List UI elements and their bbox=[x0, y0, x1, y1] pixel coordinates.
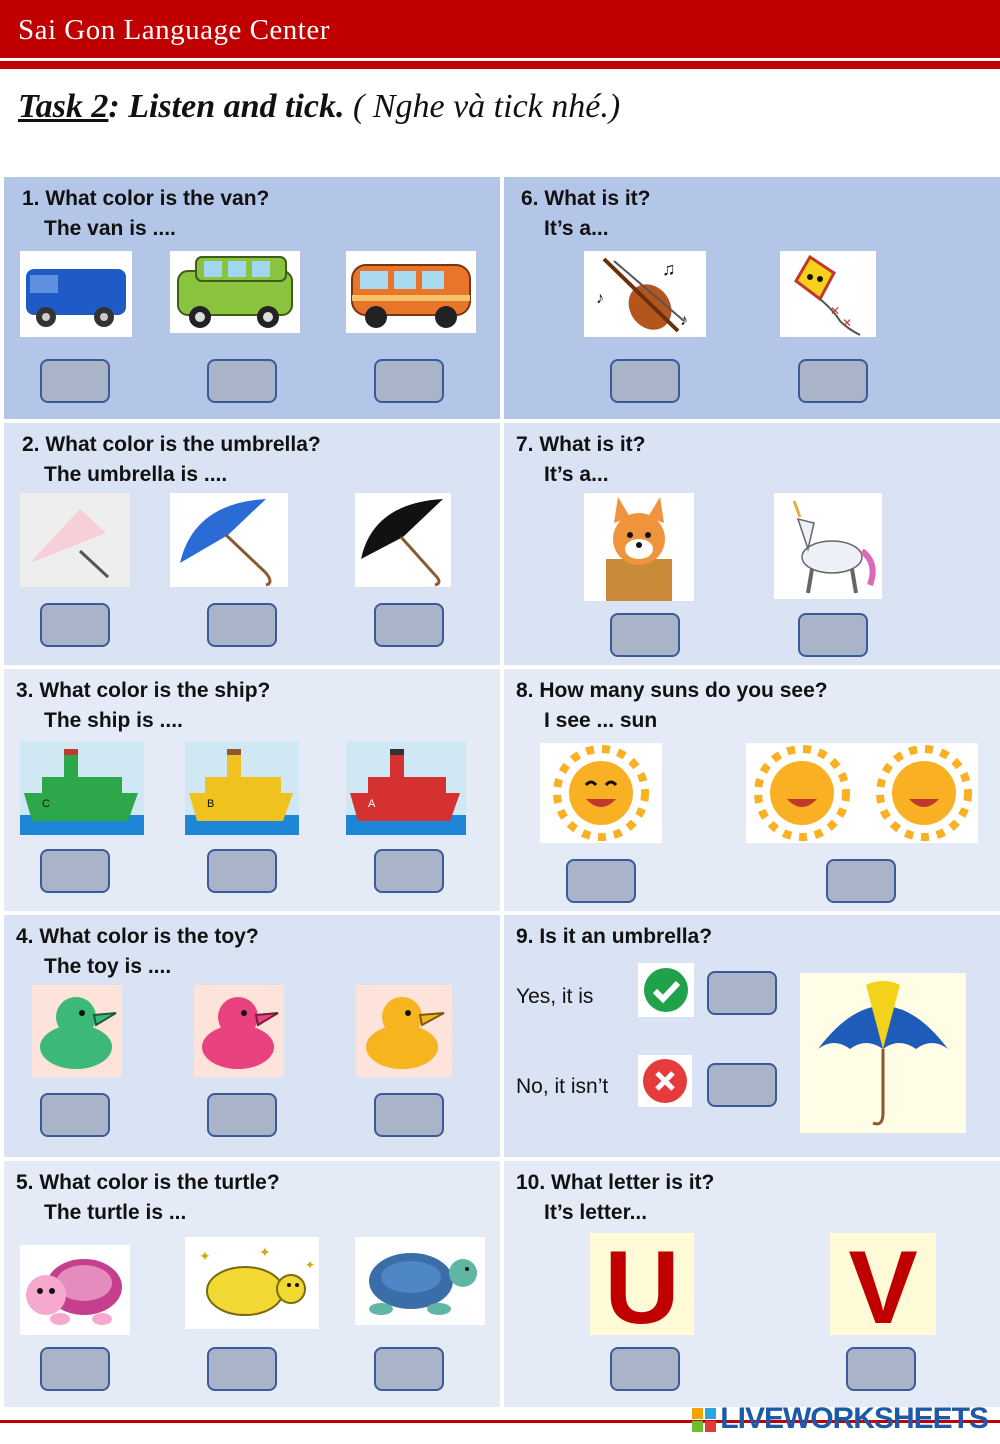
question-1-text: 1. What color is the van? bbox=[22, 187, 270, 210]
answer-box-1a[interactable] bbox=[40, 359, 110, 403]
header-title: Sai Gon Language Center bbox=[18, 14, 330, 46]
task-label: Task 2 bbox=[18, 88, 109, 125]
task-instruction: : Listen and tick. bbox=[108, 88, 345, 125]
question-5-text: 5. What color is the turtle? bbox=[16, 1171, 280, 1194]
green-duck-image bbox=[32, 985, 122, 1077]
question-2-text: 2. What color is the umbrella? bbox=[22, 433, 321, 456]
answer-box-2a[interactable] bbox=[40, 603, 110, 647]
kite-image bbox=[780, 251, 876, 337]
question-5-answer: The turtle is ... bbox=[44, 1201, 187, 1224]
answer-box-10a[interactable] bbox=[610, 1347, 680, 1391]
question-8 bbox=[504, 669, 1000, 911]
yes-option-label: Yes, it is bbox=[516, 985, 594, 1008]
question-7 bbox=[504, 423, 1000, 665]
no-option-label: No, it isn’t bbox=[516, 1075, 609, 1098]
task-title bbox=[18, 88, 620, 126]
pink-umbrella-image bbox=[20, 493, 130, 587]
letter-v: V bbox=[848, 1233, 918, 1335]
question-4-text: 4. What color is the toy? bbox=[16, 925, 259, 948]
question-7-answer: It’s a... bbox=[544, 463, 609, 486]
answer-box-1c[interactable] bbox=[374, 359, 444, 403]
pink-turtle-image bbox=[20, 1245, 130, 1335]
question-9 bbox=[504, 915, 1000, 1157]
liveworksheets-brand[interactable]: LIVEWORKSHEETS bbox=[720, 1402, 988, 1435]
black-umbrella-image bbox=[355, 493, 451, 587]
svg-text:♪: ♪ bbox=[680, 312, 688, 329]
question-4 bbox=[4, 915, 500, 1157]
answer-box-3c[interactable] bbox=[374, 849, 444, 893]
yellow-ship-image bbox=[185, 741, 299, 835]
question-1-answer: The van is .... bbox=[44, 217, 176, 240]
question-10-answer: It’s letter... bbox=[544, 1201, 648, 1224]
question-10 bbox=[504, 1161, 1000, 1407]
question-2 bbox=[4, 423, 500, 665]
question-3 bbox=[4, 669, 500, 911]
answer-box-5c[interactable] bbox=[374, 1347, 444, 1391]
question-9-text: 9. Is it an umbrella? bbox=[516, 925, 713, 948]
yellow-turtle-image bbox=[185, 1237, 319, 1329]
question-8-text: 8. How many suns do you see? bbox=[516, 679, 828, 702]
check-icon bbox=[638, 963, 694, 1017]
answer-box-6a[interactable] bbox=[610, 359, 680, 403]
question-1 bbox=[4, 177, 500, 419]
question-8-answer: I see ... sun bbox=[544, 709, 658, 732]
svg-text:✦: ✦ bbox=[305, 1258, 316, 1272]
question-6-answer: It’s a... bbox=[544, 217, 609, 240]
answer-box-2b[interactable] bbox=[207, 603, 277, 647]
svg-text:✦: ✦ bbox=[259, 1244, 271, 1260]
dog-in-box-image bbox=[584, 493, 694, 601]
orange-van-image bbox=[346, 251, 476, 333]
answer-box-3a[interactable] bbox=[40, 849, 110, 893]
answer-box-6b[interactable] bbox=[798, 359, 868, 403]
question-6-text: 6. What is it? bbox=[521, 187, 651, 210]
unicorn-image bbox=[774, 493, 882, 599]
red-ship-image bbox=[346, 741, 466, 835]
header-divider bbox=[0, 61, 1000, 69]
question-10-text: 10. What letter is it? bbox=[516, 1171, 715, 1194]
svg-text:✕: ✕ bbox=[842, 316, 853, 330]
blue-turtle-image bbox=[355, 1237, 485, 1325]
answer-box-3b[interactable] bbox=[207, 849, 277, 893]
question-2-answer: The umbrella is .... bbox=[44, 463, 228, 486]
letter-u-image bbox=[590, 1233, 694, 1335]
green-van-image bbox=[170, 251, 300, 333]
svg-text:✦: ✦ bbox=[199, 1248, 211, 1264]
answer-box-10b[interactable] bbox=[846, 1347, 916, 1391]
cross-icon bbox=[638, 1055, 692, 1107]
answer-box-4a[interactable] bbox=[40, 1093, 110, 1137]
question-7-text: 7. What is it? bbox=[516, 433, 646, 456]
answer-box-5a[interactable] bbox=[40, 1347, 110, 1391]
page-header bbox=[0, 0, 1000, 58]
answer-box-9-no[interactable] bbox=[707, 1063, 777, 1107]
answer-box-5b[interactable] bbox=[207, 1347, 277, 1391]
answer-box-2c[interactable] bbox=[374, 603, 444, 647]
question-4-answer: The toy is .... bbox=[44, 955, 172, 978]
answer-box-4c[interactable] bbox=[374, 1093, 444, 1137]
answer-box-8a[interactable] bbox=[566, 859, 636, 903]
question-3-text: 3. What color is the ship? bbox=[16, 679, 271, 702]
answer-box-7a[interactable] bbox=[610, 613, 680, 657]
question-6 bbox=[504, 177, 1000, 419]
task-subtitle: ( Nghe và tick nhé.) bbox=[344, 88, 621, 125]
ship-label-a: A bbox=[368, 798, 376, 810]
blue-umbrella-image bbox=[170, 493, 288, 587]
yellow-duck-image bbox=[356, 985, 452, 1077]
colorful-umbrella-image bbox=[800, 973, 966, 1133]
green-ship-image bbox=[20, 741, 144, 835]
svg-text:♪: ♪ bbox=[596, 290, 604, 307]
violin-image bbox=[584, 251, 706, 337]
svg-text:✕: ✕ bbox=[830, 304, 841, 318]
answer-box-8b[interactable] bbox=[826, 859, 896, 903]
svg-text:♫: ♫ bbox=[662, 259, 676, 279]
question-5 bbox=[4, 1161, 500, 1407]
letter-u: U bbox=[604, 1233, 680, 1335]
letter-v-image bbox=[830, 1233, 936, 1335]
answer-box-9-yes[interactable] bbox=[707, 971, 777, 1015]
two-suns-image bbox=[746, 743, 978, 843]
answer-box-1b[interactable] bbox=[207, 359, 277, 403]
answer-box-7b[interactable] bbox=[798, 613, 868, 657]
answer-box-4b[interactable] bbox=[207, 1093, 277, 1137]
one-sun-image bbox=[540, 743, 662, 843]
blue-van-image bbox=[20, 251, 132, 337]
liveworksheets-logo-icon bbox=[692, 1408, 716, 1432]
question-3-answer: The ship is .... bbox=[44, 709, 183, 732]
ship-label-b: B bbox=[207, 798, 215, 810]
pink-duck-image bbox=[194, 985, 284, 1077]
ship-label-c: C bbox=[42, 798, 50, 810]
